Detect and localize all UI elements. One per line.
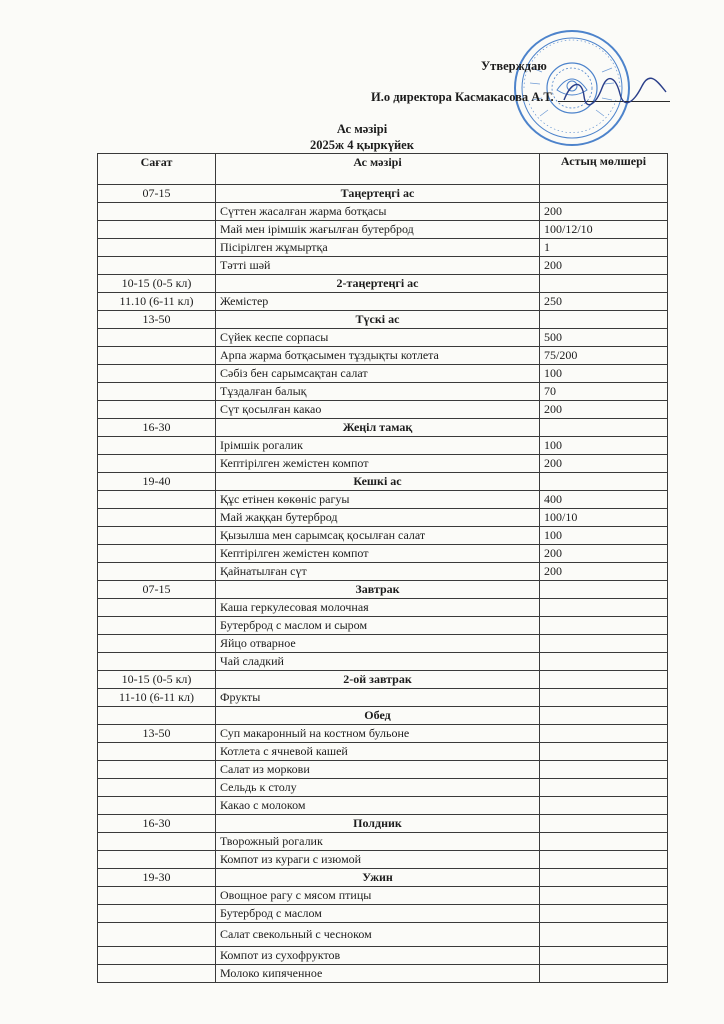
dish-cell: Суп макаронный на костном бульоне [216,725,540,743]
amount-cell: 100 [540,437,668,455]
time-cell: 10-15 (0-5 кл) [98,275,216,293]
amount-cell [540,311,668,329]
amount-cell [540,275,668,293]
dish-cell: Бутерброд с маслом [216,905,540,923]
dish-cell: Какао с молоком [216,797,540,815]
table-row [98,743,668,761]
amount-cell [540,887,668,905]
amount-cell [540,905,668,923]
dish-cell: Кептірілген жемістен компот [216,545,540,563]
dish-cell: Ірімшік рогалик [216,437,540,455]
amount-cell [540,725,668,743]
amount-cell [540,707,668,725]
amount-cell: 200 [540,563,668,581]
table-row [98,887,668,905]
time-cell [98,221,216,239]
time-cell [98,329,216,347]
document-date: 2025ж 4 қыркүйек [310,138,414,152]
signature-icon [560,74,670,108]
section-row [98,815,668,833]
time-cell: 16-30 [98,419,216,437]
amount-cell [540,797,668,815]
amount-cell: 250 [540,293,668,311]
section-row [98,185,668,203]
table-row [98,617,668,635]
amount-cell: 100/10 [540,509,668,527]
meal-title-cell: Обед [216,707,540,725]
dish-cell: Салат свекольный с чесноком [216,923,540,947]
dish-cell: Компот из кураги с изюмой [216,851,540,869]
amount-cell [540,581,668,599]
dish-cell: Құс етінен көкөніс рагуы [216,491,540,509]
time-cell [98,203,216,221]
header-time: Сағат [98,154,216,185]
document-title: Ас мәзірі [336,122,388,136]
amount-cell: 200 [540,545,668,563]
dish-cell: Кептірілген жемістен компот [216,455,540,473]
time-cell [98,635,216,653]
dish-cell: Салат из моркови [216,761,540,779]
meal-title-cell: Кешкі ас [216,473,540,491]
amount-cell: 100 [540,365,668,383]
table-row [98,563,668,581]
amount-cell [540,833,668,851]
amount-cell: 75/200 [540,347,668,365]
dish-cell: Май мен ірімшік жағылған бутерброд [216,221,540,239]
table-row [98,509,668,527]
time-cell [98,257,216,275]
amount-cell [540,419,668,437]
dish-cell: Каша геркулесовая молочная [216,599,540,617]
amount-cell [540,815,668,833]
table-row [98,905,668,923]
amount-cell [540,473,668,491]
dish-cell: Бутерброд с маслом и сыром [216,617,540,635]
time-cell [98,761,216,779]
table-row [98,599,668,617]
dish-cell: Творожный рогалик [216,833,540,851]
time-cell: 07-15 [98,581,216,599]
table-row [98,725,668,743]
time-cell [98,851,216,869]
menu-table-body [98,185,668,983]
table-row [98,401,668,419]
time-cell [98,509,216,527]
amount-cell [540,689,668,707]
table-row [98,833,668,851]
table-row [98,653,668,671]
amount-cell [540,743,668,761]
section-row [98,419,668,437]
time-cell [98,383,216,401]
table-row [98,761,668,779]
table-row [98,779,668,797]
section-row [98,581,668,599]
section-row [98,671,668,689]
table-row [98,491,668,509]
amount-cell [540,779,668,797]
table-row [98,545,668,563]
amount-cell [540,869,668,887]
director-line: И.о директора Касмакасова А.Т. [371,90,554,104]
time-cell [98,347,216,365]
time-cell [98,527,216,545]
meal-title-cell: Полдник [216,815,540,833]
amount-cell [540,965,668,983]
meal-title-cell: Түскі ас [216,311,540,329]
dish-cell: Яйцо отварное [216,635,540,653]
table-row [98,221,668,239]
amount-cell [540,923,668,947]
time-cell [98,923,216,947]
amount-cell [540,671,668,689]
dish-cell: Молоко кипяченное [216,965,540,983]
meal-title-cell: Завтрак [216,581,540,599]
approval-label: Утверждаю [481,59,547,73]
time-cell [98,491,216,509]
time-cell [98,563,216,581]
dish-cell: Фрукты [216,689,540,707]
amount-cell: 400 [540,491,668,509]
table-row [98,257,668,275]
meal-title-cell: 2-ой завтрак [216,671,540,689]
dish-cell: Сүйек кеспе сорпасы [216,329,540,347]
table-row [98,527,668,545]
table-row [98,365,668,383]
time-cell [98,965,216,983]
table-row [98,635,668,653]
amount-cell [540,617,668,635]
dish-cell: Арпа жарма ботқасымен тұздықты котлета [216,347,540,365]
dish-cell: Сәбіз бен сарымсақтан салат [216,365,540,383]
dish-cell: Жемістер [216,293,540,311]
meal-title-cell: Жеңіл тамақ [216,419,540,437]
dish-cell: Чай сладкий [216,653,540,671]
meal-title-cell: 2-таңертеңгі ас [216,275,540,293]
time-cell: 13-50 [98,725,216,743]
amount-cell [540,851,668,869]
amount-cell: 200 [540,455,668,473]
section-row [98,275,668,293]
table-row [98,965,668,983]
time-cell: 07-15 [98,185,216,203]
amount-cell [540,947,668,965]
section-row [98,473,668,491]
table-row [98,947,668,965]
table-header-row [98,154,668,185]
amount-cell [540,599,668,617]
dish-cell: Сельдь к столу [216,779,540,797]
time-cell [98,905,216,923]
amount-cell [540,761,668,779]
dish-cell: Компот из сухофруктов [216,947,540,965]
time-cell: 13-50 [98,311,216,329]
table-row [98,437,668,455]
section-row [98,707,668,725]
dish-cell: Котлета с ячневой кашей [216,743,540,761]
dish-cell: Тәтті шәй [216,257,540,275]
time-cell [98,833,216,851]
dish-cell: Сүт қосылған какао [216,401,540,419]
amount-cell [540,185,668,203]
section-row [98,869,668,887]
table-row [98,239,668,257]
time-cell: 11-10 (6-11 кл) [98,689,216,707]
table-row [98,203,668,221]
time-cell: 19-30 [98,869,216,887]
time-cell [98,947,216,965]
time-cell [98,239,216,257]
table-row [98,455,668,473]
dish-cell: Овощное рагу с мясом птицы [216,887,540,905]
table-row [98,797,668,815]
time-cell [98,401,216,419]
time-cell [98,455,216,473]
amount-cell: 200 [540,401,668,419]
amount-cell [540,653,668,671]
table-row [98,851,668,869]
amount-cell: 70 [540,383,668,401]
time-cell [98,887,216,905]
time-cell: 16-30 [98,815,216,833]
time-cell [98,707,216,725]
table-row [98,383,668,401]
table-row [98,923,668,947]
time-cell: 19-40 [98,473,216,491]
table-row [98,689,668,707]
time-cell [98,437,216,455]
time-cell [98,743,216,761]
amount-cell: 200 [540,203,668,221]
time-cell [98,545,216,563]
amount-cell [540,635,668,653]
amount-cell: 1 [540,239,668,257]
time-cell [98,779,216,797]
amount-cell: 200 [540,257,668,275]
table-row [98,329,668,347]
dish-cell: Қайнатылған сүт [216,563,540,581]
dish-cell: Май жаққан бутерброд [216,509,540,527]
table-row [98,293,668,311]
amount-cell: 500 [540,329,668,347]
dish-cell: Сүттен жасалған жарма ботқасы [216,203,540,221]
header-dish: Ас мәзірі [216,154,540,185]
meal-title-cell: Ужин [216,869,540,887]
time-cell [98,617,216,635]
time-cell [98,653,216,671]
time-cell [98,797,216,815]
section-row [98,311,668,329]
meal-title-cell: Таңертеңгі ас [216,185,540,203]
amount-cell: 100 [540,527,668,545]
time-cell [98,599,216,617]
dish-cell: Қызылша мен сарымсақ қосылған салат [216,527,540,545]
time-cell: 11.10 (6-11 кл) [98,293,216,311]
dish-cell: Тұздалған балық [216,383,540,401]
table-row [98,347,668,365]
menu-table [97,153,668,983]
time-cell: 10-15 (0-5 кл) [98,671,216,689]
time-cell [98,365,216,383]
header-amount: Астың мөлшері [540,154,668,185]
dish-cell: Пісірілген жұмыртқа [216,239,540,257]
amount-cell: 100/12/10 [540,221,668,239]
